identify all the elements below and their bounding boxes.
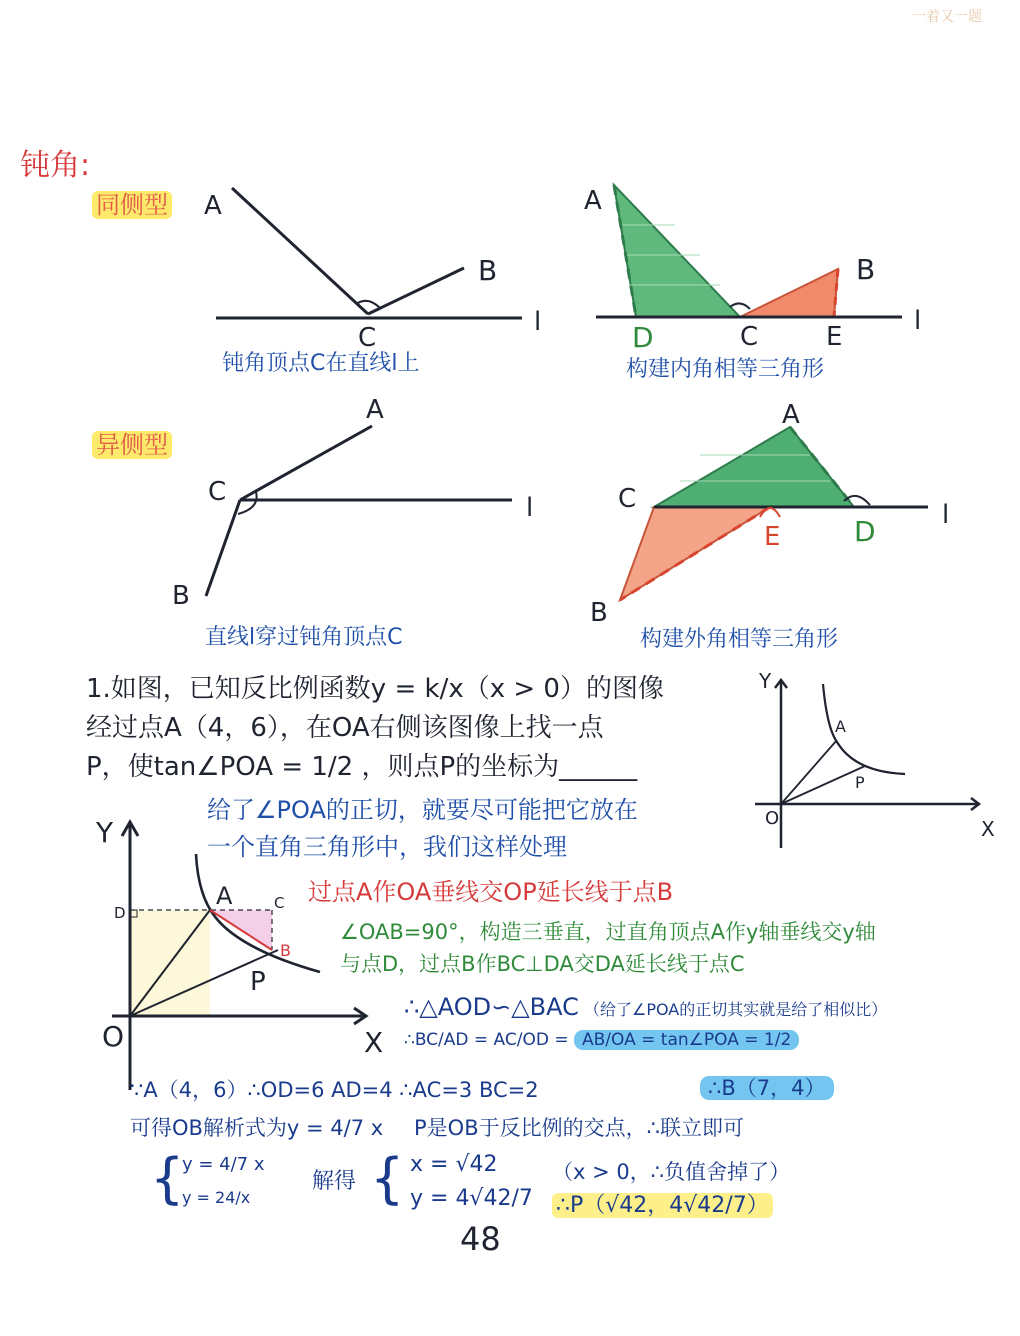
- label-a: A: [204, 191, 222, 221]
- same-side-left-caption: 钝角顶点C在直线l上: [222, 351, 420, 376]
- answer: ∴P（√42，4√42/7）: [552, 1188, 773, 1219]
- label-l: l: [914, 306, 922, 336]
- system-eq-2: y = 24/x: [182, 1188, 251, 1207]
- system-brace: {: [150, 1147, 185, 1210]
- label-l: l: [526, 493, 534, 523]
- label-b: B: [280, 941, 291, 960]
- hint-line-1: 给了∠POA的正切，就要尽可能把它放在: [207, 796, 638, 824]
- label-d: D: [114, 904, 126, 922]
- label-p: P: [250, 967, 266, 997]
- label-x: X: [981, 817, 995, 841]
- label-d: D: [854, 515, 876, 548]
- opposite-side-tag: 异侧型: [92, 425, 172, 460]
- positive-note: （x > 0，∴负值舍掉了）: [552, 1160, 791, 1184]
- ray-ca: [240, 426, 372, 500]
- section-title: 钝角:: [20, 148, 91, 183]
- label-b: B: [172, 581, 190, 611]
- ray-cb: [206, 500, 240, 596]
- label-a: A: [835, 717, 846, 736]
- step-green-1: ∠OAB=90°，构造三垂直，过直角顶点A作y轴垂线交y轴: [340, 920, 876, 944]
- ray-ca: [232, 188, 368, 314]
- problem-line-2: 经过点A（4，6），在OA右侧该图像上找一点: [86, 713, 604, 743]
- label-c: C: [208, 477, 227, 507]
- label-o: O: [765, 808, 780, 829]
- label-b: B: [856, 253, 876, 286]
- label-y: Y: [96, 816, 114, 849]
- step-red: 过点A作OA垂线交OP延长线于点B: [308, 878, 674, 906]
- label-l: l: [942, 500, 950, 530]
- small-graph: [745, 668, 1005, 858]
- values-line: ∵A（4，6）∴OD=6 AD=4 ∴AC=3 BC=2: [130, 1078, 539, 1102]
- label-a: A: [366, 395, 384, 425]
- result-brace: {: [370, 1147, 405, 1210]
- opposite-side-left-caption: 直线l穿过钝角顶点C: [205, 625, 403, 650]
- page-number: 48: [460, 1220, 501, 1258]
- ratio-highlight: AB/OA = tan∠POA = 1/2: [574, 1030, 799, 1050]
- watermark: 一着又一题: [912, 9, 982, 25]
- problem-line-1: 1.如图，已知反比例函数y = k/x（x > 0）的图像: [86, 674, 664, 704]
- salmon-triangle: [740, 269, 838, 317]
- label-a: A: [216, 882, 233, 910]
- label-a: A: [584, 186, 602, 216]
- label-b: B: [478, 254, 498, 287]
- point-b: ∴B（7，4）: [700, 1072, 834, 1102]
- green-triangle: [654, 427, 854, 507]
- label-c: C: [618, 484, 637, 514]
- label-c: C: [358, 323, 377, 353]
- same-side-left-figure: [200, 180, 560, 360]
- label-y: Y: [759, 669, 772, 693]
- solve-label: 解得: [312, 1169, 357, 1194]
- opposite-side-right-figure: [580, 395, 980, 628]
- opposite-side-right-caption: 构建外角相等三角形: [640, 627, 839, 652]
- same-side-right-caption: 构建内角相等三角形: [626, 357, 825, 382]
- label-e: E: [826, 322, 843, 352]
- label-a: A: [782, 400, 800, 430]
- line-ob: 可得OB解析式为y = 4/7 x: [130, 1116, 384, 1140]
- label-x: X: [364, 1026, 384, 1059]
- label-p: P: [855, 773, 865, 792]
- label-o: O: [102, 1020, 125, 1053]
- same-side-right-figure: [580, 175, 940, 365]
- result-x: x = √42: [410, 1152, 498, 1177]
- ratio-line: ∴BC/AD = AC/OD = AB/OA = tan∠POA = 1/2: [404, 1030, 799, 1050]
- label-d: D: [632, 321, 654, 354]
- green-triangle: [614, 185, 740, 317]
- system-eq-1: y = 4/7 x: [182, 1154, 265, 1175]
- intersection-line: P是OB于反比例的交点，∴联立即可: [414, 1116, 744, 1140]
- label-c: C: [740, 322, 759, 352]
- opposite-side-left-figure: [160, 390, 560, 620]
- step-green-2: 与点D，过点B作BC⊥DA交DA延长线于点C: [340, 952, 745, 976]
- hint-line-2: 一个直角三角形中，我们这样处理: [207, 833, 567, 861]
- same-side-tag: 同侧型: [92, 185, 172, 220]
- result-y: y = 4√42/7: [410, 1186, 533, 1211]
- label-l: l: [534, 307, 542, 337]
- ray-cb: [368, 268, 464, 314]
- label-b: B: [590, 598, 608, 628]
- label-c: C: [274, 894, 285, 912]
- label-e: E: [764, 522, 781, 552]
- problem-line-3: P，使tan∠POA = 1/2 ，则点P的坐标为______: [86, 752, 638, 782]
- similar-line: ∴△AOD∽△BAC （给了∠POA的正切其实就是给了相似比）: [404, 993, 888, 1021]
